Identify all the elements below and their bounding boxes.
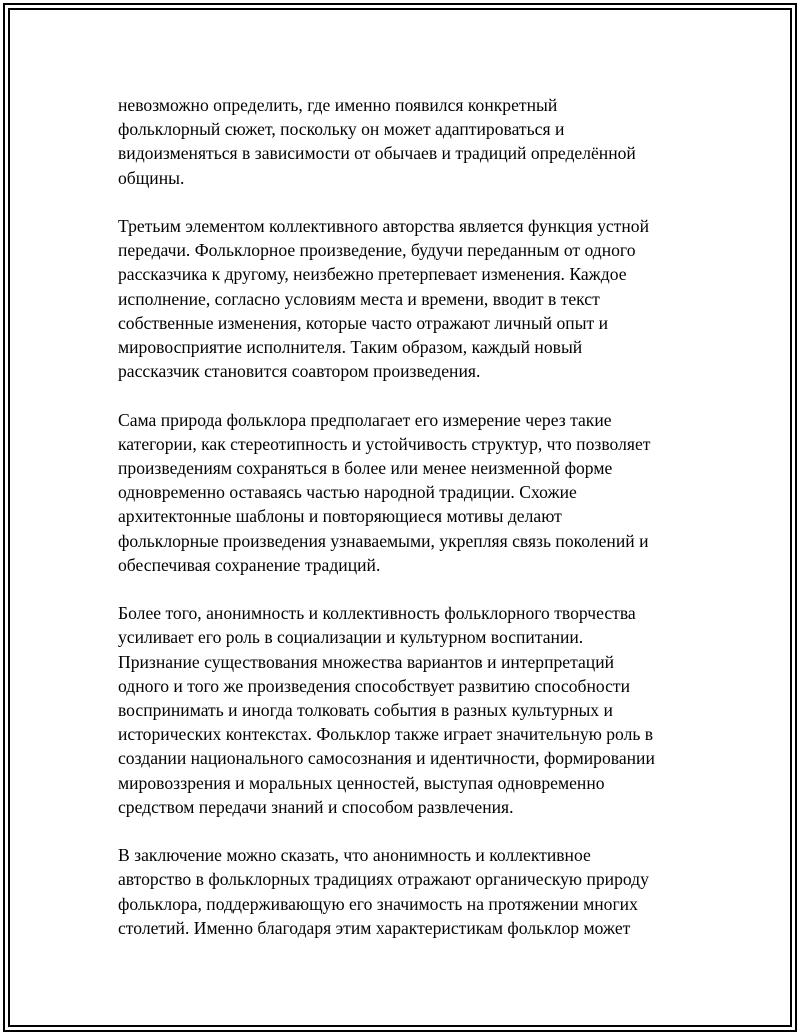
text-line: воспринимать и иногда толковать события в разных культурных и (118, 700, 613, 721)
text-line: передачи. Фольклорное произведение, будучи переданным от одного (118, 240, 636, 261)
text-line: общины. (118, 167, 185, 188)
document-body (118, 93, 693, 964)
text-line: одного и того же произведения способствует развитию способности (118, 675, 631, 696)
text-line: произведениям сохраняться в более или менее неизменной форме (118, 458, 613, 479)
text-line: средством передачи знаний и способом развлечения. (118, 796, 514, 817)
text-line: столетий. Именно благодаря этим характеристикам фольклор может (118, 917, 631, 938)
text-line: исторических контекстах. Фольклор также играет значительную роль в (118, 724, 654, 745)
paragraph-2 (118, 214, 693, 383)
text-line: одновременно оставаясь частью народной традиции. Схожие (118, 482, 577, 503)
text-line: мировосприятие исполнителя. Таким образом, каждый новый (118, 337, 583, 358)
text-line: Сама природа фольклора предполагает его измерение через такие (118, 409, 612, 430)
text-line: невозможно определить, где именно появился конкретный (118, 95, 558, 115)
paragraph-4 (118, 601, 693, 819)
text-line: обеспечивая сохранение традиций. (118, 554, 381, 575)
text-line: Третьим элементом коллективного авторства является функция устной (118, 216, 649, 236)
paragraph-1 (118, 93, 693, 190)
text-line: фольклорный сюжет, поскольку он может адаптироваться и (118, 119, 565, 140)
text-line: категории, как стереотипность и устойчивость структур, что позволяет (118, 433, 651, 454)
text-line: Признание существования множества вариантов и интерпретаций (118, 651, 615, 672)
paragraph-5 (118, 843, 693, 940)
text-line: Более того, анонимность и коллективность фольклорного творчества (118, 603, 636, 624)
text-line: усиливает его роль в социализации и культурном воспитании. (118, 627, 584, 648)
text-line: мировоззрения и моральных ценностей, выступая одновременно (118, 772, 605, 793)
text-line: фольклора, поддерживающую его значимость на протяжении многих (118, 893, 638, 914)
text-line: видоизменяться в зависимости от обычаев и традиций определённой (118, 143, 636, 164)
text-line: архитектонные шаблоны и повторяющиеся мотивы делают (118, 506, 562, 527)
text-line: создании национального самосознания и идентичности, формировании (118, 748, 655, 769)
paragraph-3 (118, 408, 693, 577)
text-line: рассказчик становится соавтором произведения. (118, 361, 481, 382)
text-line: авторство в фольклорных традициях отражают органическую природу (118, 869, 649, 890)
text-line: фольклорные произведения узнаваемыми, укрепляя связь поколений и (118, 530, 649, 551)
text-line: собственные изменения, которые часто отражают личный опыт и (118, 312, 609, 333)
text-line: исполнение, согласно условиям места и времени, вводит в текст (118, 288, 600, 309)
text-line: рассказчика к другому, неизбежно претерпевает изменения. Каждое (118, 264, 627, 285)
text-line: В заключение можно сказать, что анонимность и коллективное (118, 845, 591, 866)
